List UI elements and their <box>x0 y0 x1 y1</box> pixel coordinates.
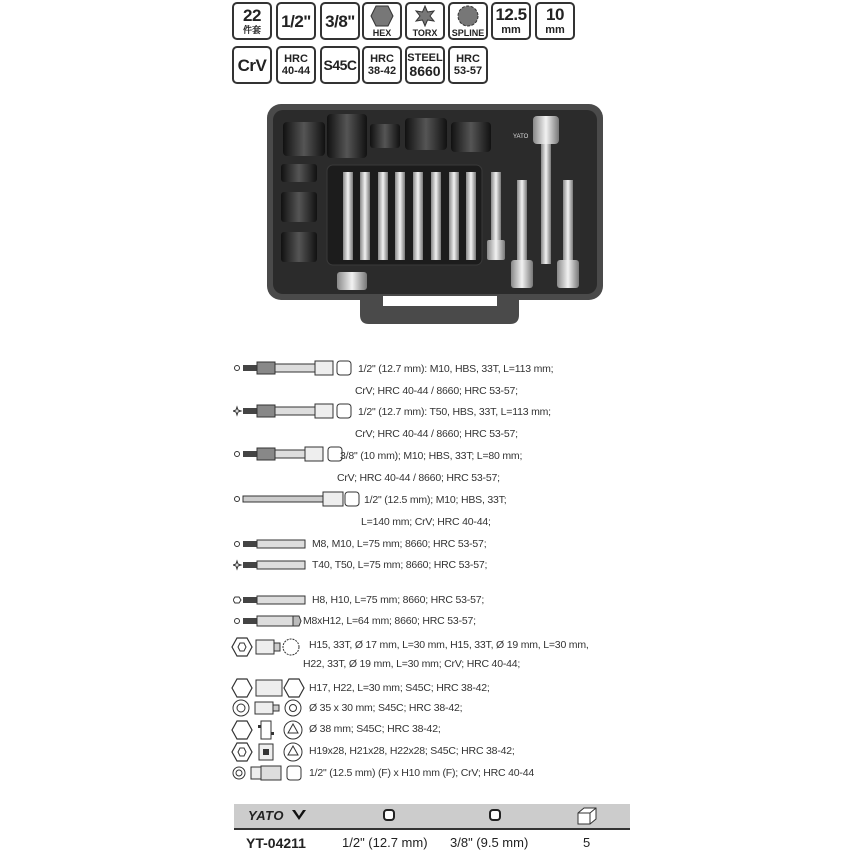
three-eighth-drive-square-icon <box>489 809 501 821</box>
badge-torx: TORX <box>405 2 445 40</box>
triple-pin-socket-icon <box>231 719 305 741</box>
item-4-line-2: L=140 mm; CrV; HRC 40-44; <box>361 516 491 528</box>
badge-hrc-53-57: HRC 53-57 <box>448 46 488 84</box>
table-row <box>234 830 630 854</box>
torx-profile-icon <box>413 5 437 27</box>
item-8-line: M8xH12, L=64 mm; 8660; HRC 53-57; <box>303 615 476 627</box>
hex-profile-icon <box>370 5 394 27</box>
hex-spline-socket-icon <box>231 636 301 658</box>
case-brand-label: YATO <box>513 134 529 140</box>
drive-size-2: 3/8" (9.5 mm) <box>450 835 529 850</box>
item-1-line-1: 1/2" (12.7 mm): M10, HBS, 33T, L=113 mm; <box>358 363 554 375</box>
badge-steel-8660: STEEL 8660 <box>405 46 445 84</box>
badge-s45c: S45C <box>320 46 360 84</box>
long-extension-bit-icon <box>233 489 361 509</box>
badge-hrc-40-44: HRC 40-44 <box>276 46 316 84</box>
brand-logo: YATO <box>248 808 284 823</box>
badge-hex: HEX <box>362 2 402 40</box>
m-bit-icon <box>233 538 308 550</box>
item-12-line: Ø 38 mm; S45C; HRC 38-42; <box>309 723 441 735</box>
badge-spline: SPLINE <box>448 2 488 40</box>
badge-half-inch: 1/2" <box>276 2 316 40</box>
item-3-line-2: CrV; HRC 40-44 / 8660; HRC 53-57; <box>337 472 500 484</box>
double-hex-socket-icon <box>231 741 305 763</box>
brand-logo-mark-icon <box>292 810 306 822</box>
m8-h12-bit-icon <box>233 614 303 628</box>
product-code: YT-04211 <box>246 835 306 851</box>
item-1-line-2: CrV; HRC 40-44 / 8660; HRC 53-57; <box>355 385 518 397</box>
package-quantity: 5 <box>583 835 591 850</box>
badge-piece-count: 22 件套 <box>232 2 272 40</box>
item-11-line: Ø 35 x 30 mm; S45C; HRC 38-42; <box>309 702 463 714</box>
round-socket-icon <box>231 699 305 717</box>
item-5-line: M8, M10, L=75 mm; 8660; HRC 53-57; <box>312 538 487 550</box>
item-9-line-1: H15, 33T, Ø 17 mm, L=30 mm, H15, 33T, Ø 19 mm, L=30 mm, <box>309 639 589 651</box>
tool-case-illustration <box>265 100 605 327</box>
item-2-line-2: CrV; HRC 40-44 / 8660; HRC 53-57; <box>355 428 518 440</box>
item-4-line-1: 1/2" (12.5 mm); M10; HBS, 33T; <box>364 494 507 506</box>
item-2-line-1: 1/2" (12.7 mm): T50, HBS, 33T, L=113 mm; <box>358 406 551 418</box>
product-spec-table <box>234 804 630 854</box>
badge-hrc-38-42: HRC 38-42 <box>362 46 402 84</box>
adapter-icon <box>231 764 305 782</box>
spline-profile-icon <box>456 5 480 27</box>
badge-three-eighth-inch: 3/8" <box>320 2 360 40</box>
m10-bit-with-socket-icon <box>233 360 353 376</box>
t50-bit-with-socket-icon <box>233 403 353 419</box>
drive-size-1: 1/2" (12.7 mm) <box>342 835 428 850</box>
m10-3-8-bit-with-socket-icon <box>233 445 345 463</box>
item-13-line: H19x28, H21x28, H22x28; S45C; HRC 38-42; <box>309 745 515 757</box>
badge-crv: CrV <box>232 46 272 84</box>
hex-socket-icon <box>231 677 305 699</box>
package-box-icon <box>576 807 598 825</box>
badge-size-12-5mm: 12.5 mm <box>491 2 531 40</box>
badge-size-10mm: 10 mm <box>535 2 575 40</box>
item-9-line-2: H22, 33T, Ø 19 mm, L=30 mm; CrV; HRC 40-44; <box>303 658 521 670</box>
item-3-line-1: 3/8" (10 mm); M10; HBS, 33T; L=80 mm; <box>340 450 523 462</box>
half-inch-drive-square-icon <box>383 809 395 821</box>
h-bit-icon <box>233 594 308 606</box>
item-6-line: T40, T50, L=75 mm; 8660; HRC 53-57; <box>312 559 488 571</box>
item-14-line: 1/2" (12.5 mm) (F) x H10 mm (F); CrV; HRC 40-44 <box>309 767 534 779</box>
table-header <box>234 804 630 828</box>
item-7-line: H8, H10, L=75 mm; 8660; HRC 53-57; <box>312 594 485 606</box>
t-bit-icon <box>233 559 308 571</box>
item-10-line: H17, H22, L=30 mm; S45C; HRC 38-42; <box>309 682 490 694</box>
